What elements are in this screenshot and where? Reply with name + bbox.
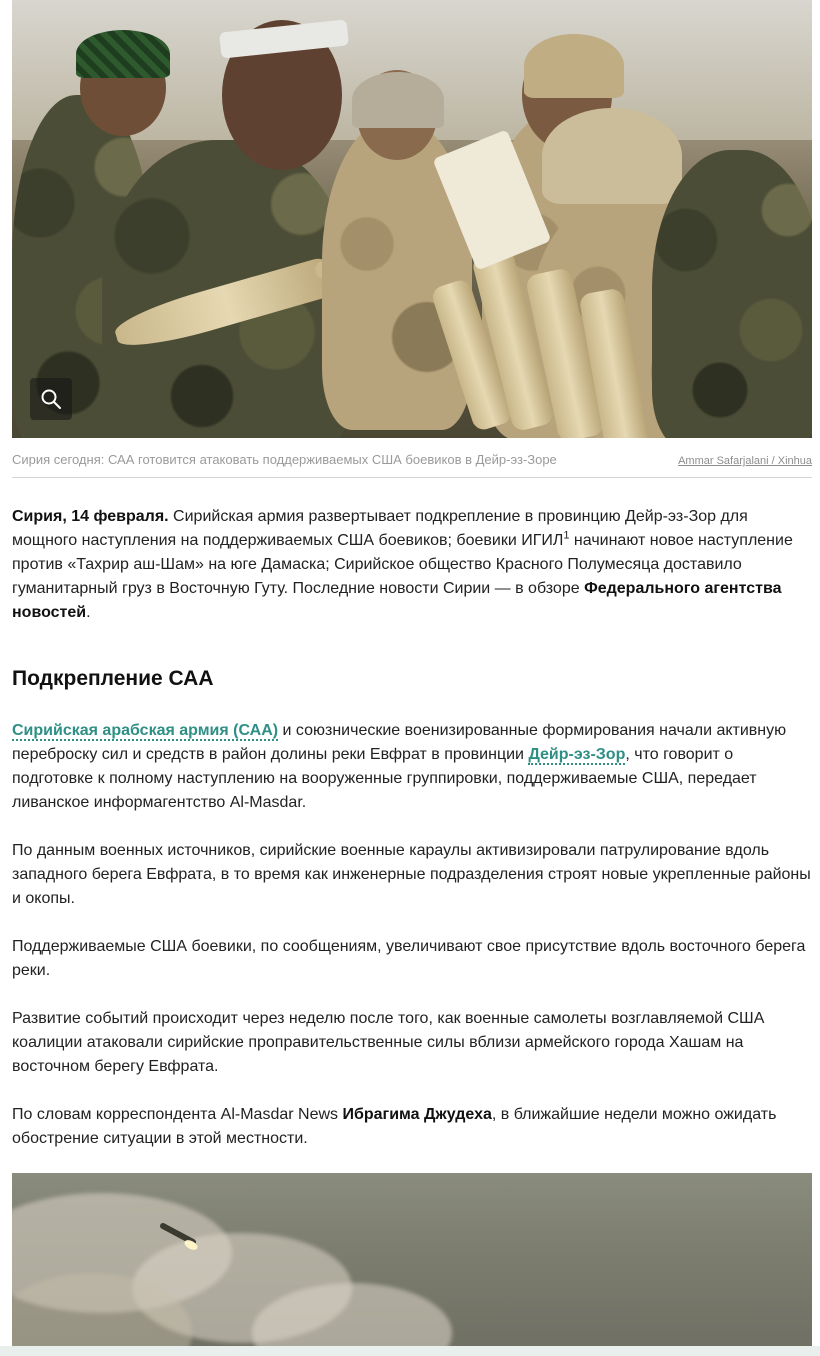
correspondent-name: Ибрагима Джудеха [342,1106,492,1123]
article-body [12,505,812,1151]
paragraph: По данным военных источников, сирийские военные караулы активизировали патрулирование вдоль западного берега Евфрата, в то время как инженерные подразделения строят новые укрепленные районы и окопы. [12,842,811,907]
photo-figure [542,108,682,204]
dateline: Сирия, 14 февраля. [12,508,169,525]
photo-figure [524,34,624,98]
hero-photo[interactable] [12,0,812,438]
photo-figure [652,150,812,438]
paragraph-text: , в ближайшие недели можно ожидать обострение ситуации в этой местности. [12,1106,777,1147]
paragraph [12,719,812,815]
paragraph: Развитие событий происходит через неделю после того, как военные самолеты возглавляемой США коалиции атаковали сирийские проправительственные силы вблизи армейского города Хашам на восточном берегу Евфрата. [12,1010,765,1075]
caption-text: Сирия сегодня: САА готовится атаковать поддерживаемых США боевиков в Дейр-эз-Зоре [12,452,557,467]
photo-credit-link[interactable]: Ammar Safarjalani / Xinhua [678,455,812,467]
footnote-marker[interactable]: 1 [563,529,570,542]
photo-figure [76,30,170,78]
second-photo[interactable] [12,1173,812,1356]
bottom-bar [0,1346,820,1356]
section-heading: Подкрепление САА [12,667,214,690]
lead-text: начинают новое наступление против «Тахрир аш-Шам» на юге Дамаска; Сирийское общество Красного Полумесяца доставило гуманитарный груз в Восточную Гуту. Последние новости Сирии — в обзоре [12,532,793,597]
zoom-button[interactable] [30,378,72,420]
paragraph-text: и союзнические военизированные формирования начали активную переброску сил и средств в район долины реки Евфрат в провинции [12,722,787,763]
paragraph: Поддерживаемые США боевики, по сообщениям, увеличивают свое присутствие вдоль восточного берега реки. [12,938,806,979]
lead-end: . [86,604,91,621]
paragraph [12,1103,812,1151]
article-page [12,0,812,1175]
photo-figure [352,72,444,128]
lead-text: Сирийская армия развертывает подкрепление в провинцию Дейр-эз-Зор для мощного наступления на поддерживаемых США боевиков; боевики ИГИЛ [12,508,748,549]
saa-link[interactable]: Сирийская арабская армия (САА) [12,722,279,739]
source-name: Федерального агентства новостей [12,580,782,621]
paragraph-text: , что говорит о подготовке к полному наступлению на вооруженные группировки, поддерживаемые США, передает ливанское информагентство Al-Masdar. [12,746,757,811]
magnifier-icon [40,388,62,410]
deir-ez-zor-link[interactable]: Дейр-эз-Зор [528,746,626,763]
photo-caption [12,438,812,478]
lead-paragraph [12,505,812,625]
paragraph-text: По словам корреспондента Al-Masdar News [12,1106,343,1123]
